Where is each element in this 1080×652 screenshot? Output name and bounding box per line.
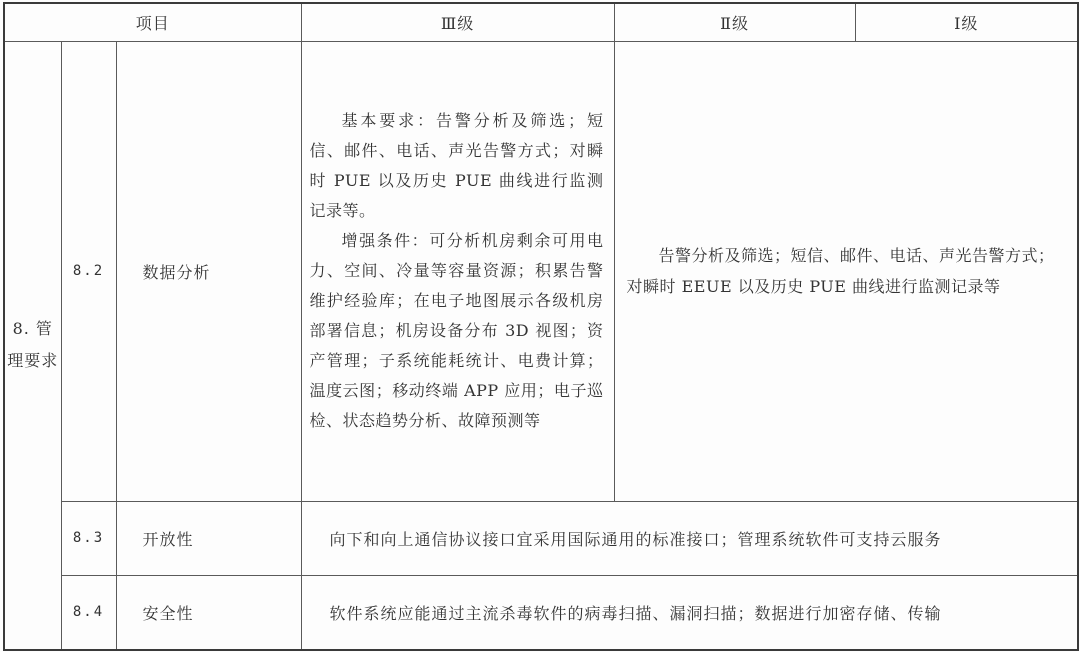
row-item-name: 安全性 [116, 575, 301, 650]
row-content: 软件系统应能通过主流杀毒软件的病毒扫描、漏洞扫描；数据进行加密存储、传输 [301, 575, 1078, 650]
row-number: 8.3 [61, 501, 116, 575]
row-number: 8.4 [61, 575, 116, 650]
table-row [4, 41, 1078, 501]
header-level-3: Ⅲ级 [301, 3, 614, 41]
section-label: 8. 管理要求 [4, 41, 61, 650]
enhanced-conditions-text: 增强条件：可分析机房剩余可用电力、空间、冷量等容量资源；积累告警维护经验库；在电子地图展示各级机房部署信息；机房设备分布 3D 视图；资产管理；子系统能耗统计、电费计算；温度云图；移动终端 APP 应用；电子巡检、状态趋势分析、故障预测等 [309, 231, 604, 430]
level-3-requirements [301, 41, 614, 501]
header-item: 项目 [4, 3, 301, 41]
table-row [4, 501, 1078, 575]
table-row [4, 575, 1078, 650]
requirements-table [3, 2, 1079, 651]
basic-requirements-text: 基本要求：告警分析及筛选；短信、邮件、电话、声光告警方式；对瞬时 PUE 以及历史 PUE 曲线进行监测记录等。 [309, 111, 604, 220]
row-item-name: 数据分析 [116, 41, 301, 501]
row-content: 向下和向上通信协议接口宜采用国际通用的标准接口；管理系统软件可支持云服务 [301, 501, 1078, 575]
level-1-2-requirements [614, 41, 1078, 501]
header-level-1: Ⅰ级 [855, 3, 1078, 41]
header-level-2: Ⅱ级 [614, 3, 855, 41]
header-row [4, 3, 1078, 41]
level-1-2-text: 告警分析及筛选；短信、邮件、电话、声光告警方式；对瞬时 EEUE 以及历史 PUE 曲线进行监测记录等 [626, 246, 1055, 296]
row-number: 8.2 [61, 41, 116, 501]
row-item-name: 开放性 [116, 501, 301, 575]
